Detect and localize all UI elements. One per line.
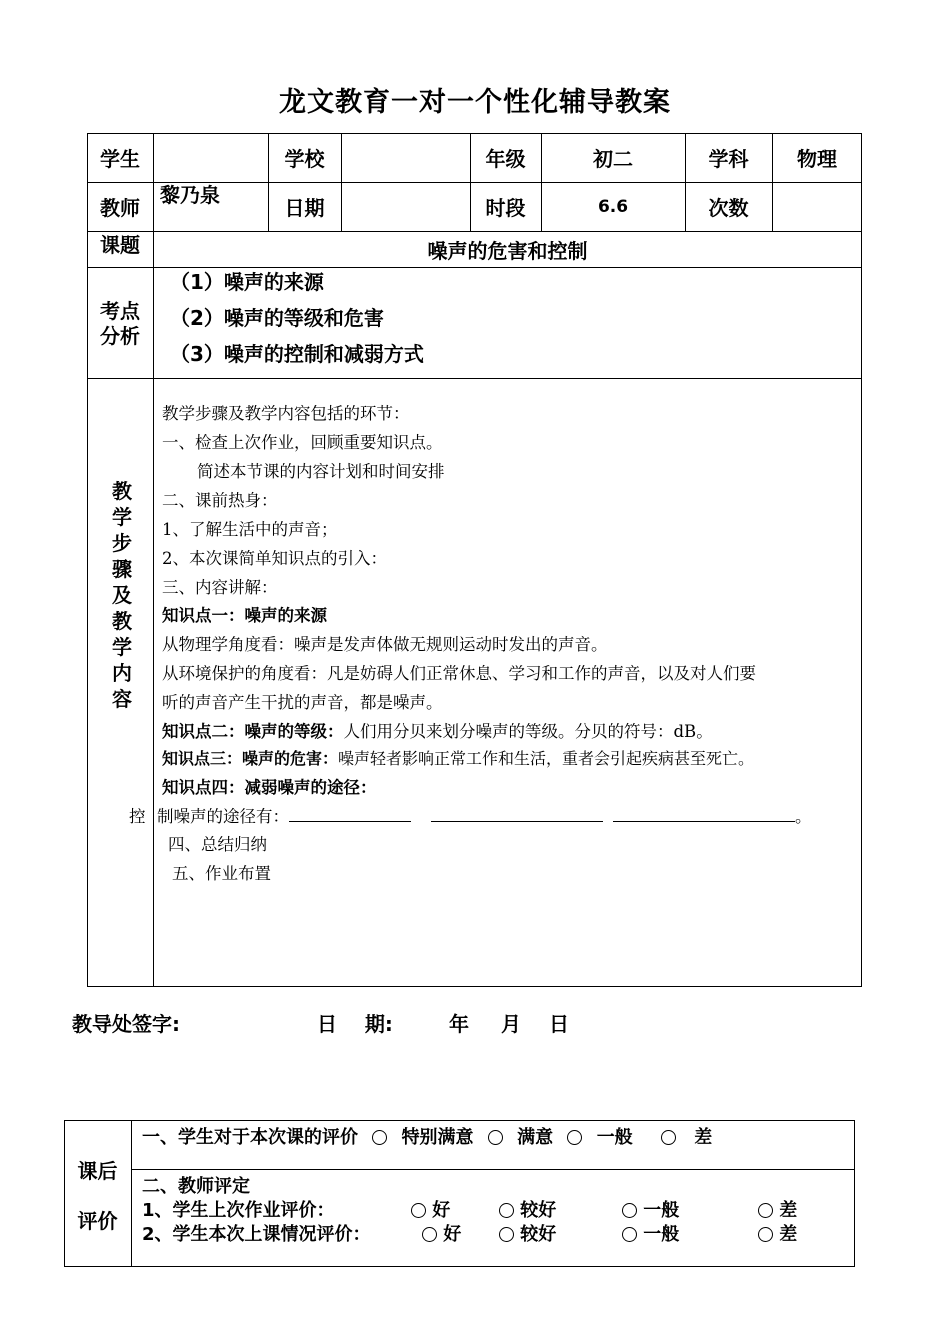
analysis-label-2: 分析	[100, 323, 140, 348]
radio-icon[interactable]	[661, 1130, 676, 1145]
class-option: 较好	[499, 1220, 556, 1246]
radio-icon[interactable]	[499, 1203, 514, 1218]
radio-icon[interactable]	[758, 1203, 773, 1218]
student-value	[153, 133, 268, 182]
steps-line: 二、课前热身：	[162, 491, 278, 510]
school-value	[341, 133, 470, 182]
homework-option: 较好	[499, 1196, 556, 1222]
radio-icon[interactable]	[622, 1203, 637, 1218]
fill-blank[interactable]	[613, 807, 795, 822]
page-title: 龙文教育一对一个性化辅导教案	[279, 87, 671, 118]
class-eval-label: 2、学生本次上课情况评价：	[142, 1224, 371, 1245]
analysis-item: （1）噪声的来源	[170, 270, 324, 294]
radio-icon[interactable]	[499, 1227, 514, 1242]
steps-line: 2、本次课简单知识点的引入：	[162, 549, 387, 568]
teacher-label: 教师	[100, 196, 140, 220]
class-option: 一般	[622, 1220, 679, 1246]
knowledge-4-prefix: 控	[129, 807, 146, 826]
date-value	[341, 182, 470, 231]
count-label: 次数	[708, 196, 749, 220]
class-option: 好	[422, 1220, 461, 1246]
knowledge-1-text: 从环境保护的角度看：凡是妨碍人们正常休息、学习和工作的声音，以及对人们要	[162, 664, 756, 683]
steps-intro: 教学步骤及教学内容包括的环节：	[162, 404, 410, 423]
signature-day: 日	[549, 1012, 569, 1036]
school-label: 学校	[284, 147, 325, 171]
fill-blank[interactable]	[431, 807, 603, 822]
fill-blank[interactable]	[289, 807, 411, 822]
knowledge-3: 知识点三：噪声的危害：噪声轻者影响正常工作和生活，重者会引起疾病甚至死亡。	[162, 749, 755, 768]
analysis-label-1: 考点	[100, 298, 140, 323]
evaluation-label-2: 评价	[77, 1208, 118, 1233]
steps-line: 三、内容讲解：	[162, 578, 278, 597]
student-eval-row: 一、学生对于本次课的评价 特别满意 满意 一般 差	[142, 1127, 713, 1148]
subject-value: 物理	[797, 147, 837, 171]
radio-icon[interactable]	[411, 1203, 426, 1218]
steps-line: 一、检查上次作业，回顾重要知识点。	[162, 433, 443, 452]
steps-line: 简述本节课的内容计划和时间安排	[197, 462, 445, 481]
signature-year: 年	[449, 1012, 469, 1036]
radio-icon[interactable]	[622, 1227, 637, 1242]
date-label: 日期	[284, 196, 325, 220]
teacher-eval-heading: 二、教师评定	[142, 1176, 250, 1197]
radio-icon[interactable]	[372, 1130, 387, 1145]
radio-icon[interactable]	[758, 1227, 773, 1242]
signature-label: 教导处签字:	[72, 1012, 180, 1036]
analysis-item: （3）噪声的控制和减弱方式	[170, 342, 424, 366]
homework-option: 一般	[622, 1196, 679, 1222]
grade-value: 初二	[593, 147, 633, 171]
knowledge-1-text: 从物理学角度看：噪声是发声体做无规则运动时发出的声音。	[162, 635, 608, 654]
class-option: 差	[758, 1220, 797, 1246]
steps-label: 教 学 步 骤 及 教 学 内 容	[112, 479, 132, 711]
knowledge-4-text: 制噪声的途径有： 。	[157, 807, 812, 826]
radio-icon[interactable]	[488, 1130, 503, 1145]
signature-date-label: 日 期:	[317, 1012, 393, 1036]
knowledge-1-text: 听的声音产生干扰的声音，都是噪声。	[162, 693, 443, 712]
period-label: 时段	[485, 196, 526, 220]
knowledge-4-title: 知识点四：减弱噪声的途径：	[162, 778, 377, 797]
teacher-value: 黎乃泉	[160, 182, 220, 207]
radio-icon[interactable]	[567, 1130, 582, 1145]
evaluation-label-1: 课后	[77, 1158, 118, 1183]
subject-label: 学科	[708, 147, 749, 171]
homework-option: 差	[758, 1196, 797, 1222]
homework-eval-label: 1、学生上次作业评价：	[142, 1200, 335, 1221]
signature-month: 月	[501, 1012, 521, 1036]
homework-option: 好	[411, 1196, 450, 1222]
topic-label: 课题	[100, 232, 140, 257]
knowledge-2: 知识点二：噪声的等级：人们用分贝来划分噪声的等级。分贝的符号：dB。	[162, 722, 713, 741]
steps-line: 五、作业布置	[172, 864, 271, 883]
knowledge-1-title: 知识点一：噪声的来源	[162, 606, 327, 625]
period-value: 6.6	[597, 196, 629, 217]
radio-icon[interactable]	[422, 1227, 437, 1242]
steps-line: 1、了解生活中的声音；	[162, 520, 338, 539]
grade-label: 年级	[485, 147, 526, 171]
topic-value: 噪声的危害和控制	[427, 238, 588, 263]
analysis-item: （2）噪声的等级和危害	[170, 306, 384, 330]
student-label: 学生	[100, 147, 140, 171]
steps-line: 四、总结归纳	[168, 835, 267, 854]
count-value	[772, 182, 862, 231]
